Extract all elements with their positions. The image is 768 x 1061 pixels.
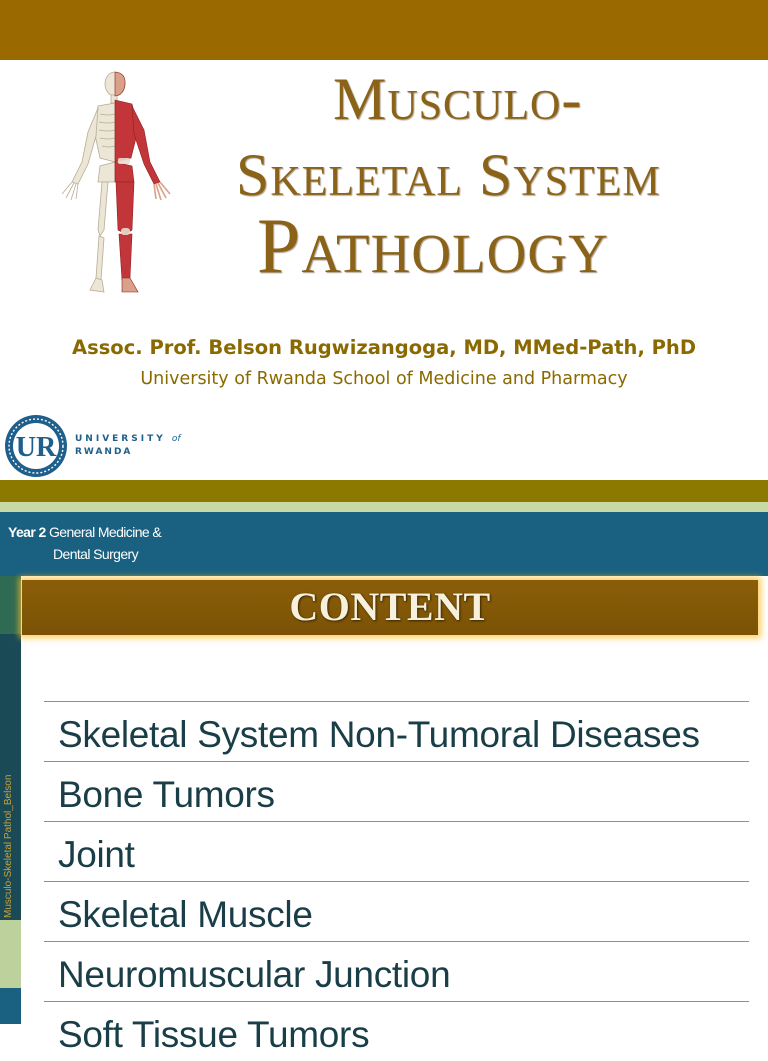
light-band [0,502,768,512]
university-logo-icon [4,414,68,478]
list-item [44,821,749,881]
list-item [44,1001,749,1061]
list-item-label: Skeletal System Non-Tumoral Diseases [58,714,700,755]
title-line-2: Skeletal System [236,142,661,208]
list-item-label: Bone Tumors [58,774,275,815]
title-line-1: Musculo- [333,66,583,132]
list-item [44,761,749,821]
side-bar-segment-light [0,920,21,988]
side-bar-segment-bottom [0,988,21,1024]
year-bold: Year 2 [8,524,46,540]
list-item [44,881,749,941]
olive-band [0,480,768,502]
year-program: General Medicine & [48,524,162,540]
author-name: Assoc. Prof. Belson Rugwizangoga, MD, MMed-Path, PhD [72,336,696,359]
list-item-label: Skeletal Muscle [58,894,313,935]
logo-word-line-2: RWANDA [75,447,133,457]
title-line-3: Pathology [257,202,609,289]
affiliation: University of Rwanda School of Medicine and Pharmacy [140,369,628,389]
year-label [8,521,161,565]
logo-word-of: of [171,434,181,444]
anatomy-figure-icon [58,70,173,298]
year-program-line-2: Dental Surgery [53,546,138,562]
logo-word-line-1 [75,434,181,444]
logo-word-university: UNIVERSITY [75,434,166,444]
list-item-label: Neuromuscular Junction [58,954,451,995]
content-heading: CONTENT [289,584,491,629]
top-bar [0,0,768,60]
list-item-label: Joint [58,834,135,875]
side-label: Musculo-Skeletal Pathol_Belson [3,774,14,918]
list-item [44,941,749,1001]
content-list [44,701,749,1061]
list-item-label: Soft Tissue Tumors [58,1014,370,1055]
logo-monogram: UR [15,432,57,463]
side-bar-segment-top [0,576,21,634]
list-item [44,701,749,761]
